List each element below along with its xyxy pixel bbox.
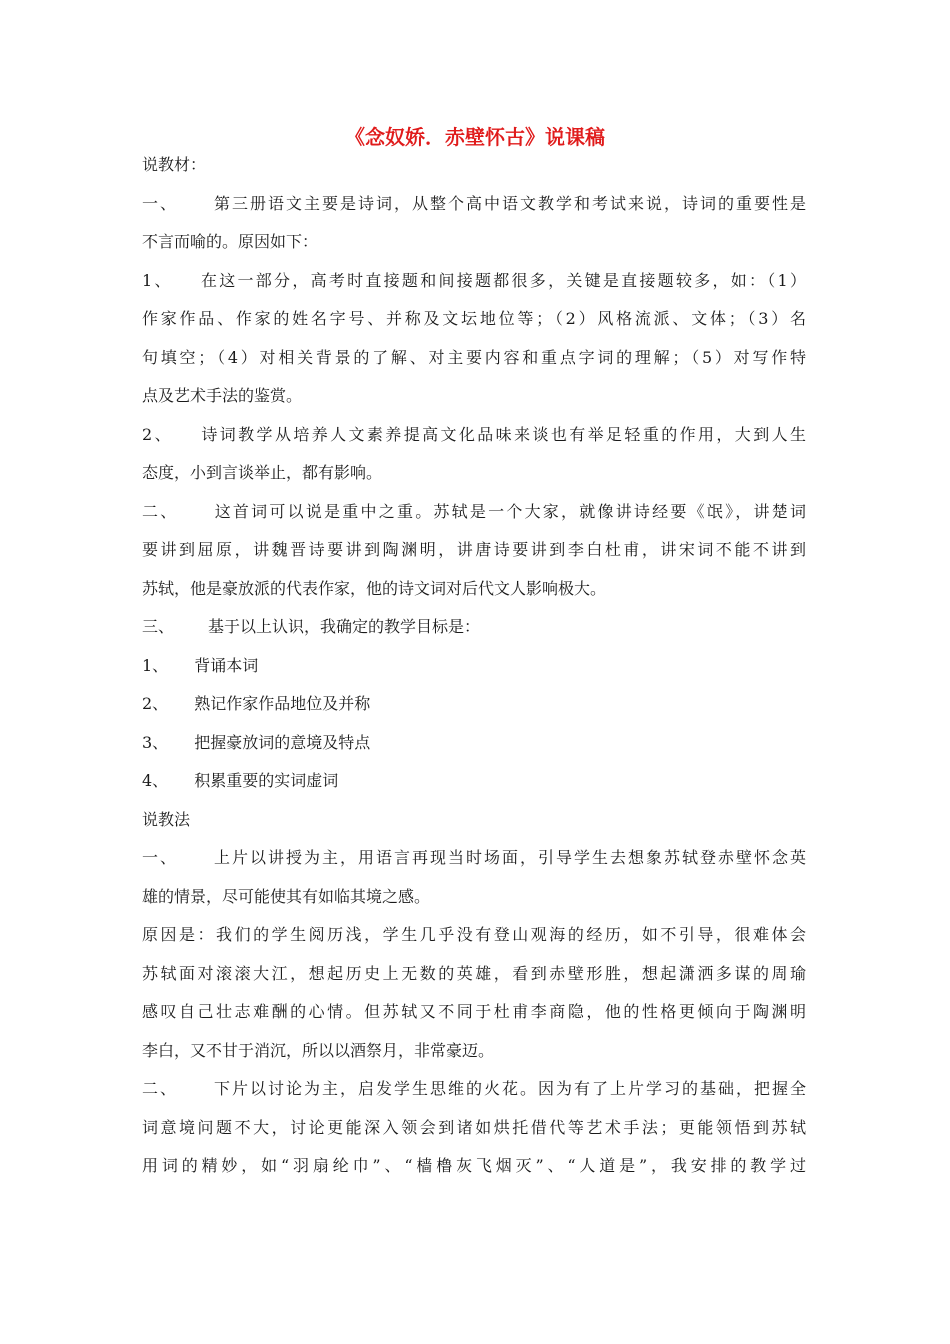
text-line (142, 685, 806, 724)
line-text: 第三册语文主要是诗词，从整个高中语文教学和考试来说，诗词的重要性是 (212, 193, 806, 213)
text-line (142, 1070, 806, 1109)
line-text: 作家作品、作家的姓名字号、并称及文坛地位等；（2）风格流派、文体；（3）名 (142, 309, 806, 328)
line-text: 态度，小到言谈举止，都有影响。 (142, 463, 383, 482)
text-line (142, 531, 806, 570)
line-text: 点及艺术手法的鉴赏。 (142, 386, 303, 405)
text-line (142, 223, 806, 262)
text-line (142, 1032, 806, 1071)
line-text: 苏轼面对滚滚大江，想起历史上无数的英雄，看到赤壁形胜，想起潇洒多谋的周瑜 (142, 963, 806, 983)
list-marker: 2、 (142, 694, 169, 713)
list-marker: 三、 (142, 617, 175, 636)
text-line (142, 339, 806, 378)
line-text: 李白，又不甘于消沉，所以以酒祭月，非常豪迈。 (142, 1040, 495, 1060)
line-text: 原因是：我们的学生阅历浅，学生几乎没有登山观海的经历，如不引导，很难体会 (142, 925, 806, 944)
text-line (142, 570, 806, 609)
line-text: 把握豪放词的意境及特点 (194, 732, 371, 752)
text-line (142, 454, 806, 493)
line-text: 雄的情景，尽可能使其有如临其境之感。 (142, 886, 431, 906)
text-line (142, 993, 806, 1032)
line-text: 苏轼，他是豪放派的代表作家，他的诗文词对后代文人影响极大。 (142, 578, 607, 598)
line-text: 用词的精妙，如“羽扇纶巾”、“樯橹灰飞烟灭”、“人道是”，我安排的教学过 (142, 1156, 806, 1175)
text-line (142, 724, 806, 763)
list-marker: 二、 (142, 1079, 178, 1098)
text-line (142, 185, 806, 224)
line-text: 背诵本词 (194, 655, 259, 675)
line-text: 在这一部分，高考时直接题和间接题都很多，关键是直接题较多，如：（1） (198, 270, 806, 290)
text-line (142, 916, 806, 955)
list-marker: 4、 (142, 771, 169, 790)
text-line (142, 377, 806, 416)
line-text: 感叹自己壮志难酬的心情。但苏轼又不同于杜甫李商隐，他的性格更倾向于陶渊明 (142, 1002, 806, 1021)
list-marker: 2、 (142, 424, 173, 444)
text-line (142, 955, 806, 994)
line-text: 要讲到屈原，讲魏晋诗要讲到陶渊明，讲唐诗要讲到李白杜甫，讲宋词不能不讲到 (142, 540, 806, 559)
document-body (142, 146, 806, 1186)
line-text: 说教材： (142, 155, 207, 174)
text-line (142, 1147, 806, 1186)
line-text: 句填空；（4）对相关背景的了解、对主要内容和重点字词的理解；（5）对写作特 (142, 347, 806, 367)
text-line (142, 1109, 806, 1148)
line-text: 说教法 (142, 809, 191, 829)
line-text: 上片以讲授为主，用语言再现当时场面，引导学生去想象苏轼登赤壁怀念英 (212, 848, 806, 867)
text-line (142, 262, 806, 301)
line-text: 下片以讨论为主，启发学生思维的火花。因为有了上片学习的基础，把握全 (212, 1079, 806, 1098)
text-line (142, 801, 806, 840)
list-marker: 1、 (142, 655, 169, 675)
line-text: 不言而喻的。原因如下： (142, 232, 319, 251)
list-marker: 3、 (142, 732, 169, 752)
text-line (142, 493, 806, 532)
page-title: 《念奴娇．赤壁怀古》说课稿 (345, 125, 605, 149)
text-line (142, 762, 806, 801)
list-marker: 一、 (142, 848, 178, 867)
text-line (142, 647, 806, 686)
text-line (142, 416, 806, 455)
line-text: 诗词教学从培养人文素养提高文化品味来谈也有举足轻重的作用，大到人生 (198, 424, 806, 444)
line-text: 这首词可以说是重中之重。苏轼是一个大家，就像讲诗经要《氓》，讲楚词 (212, 501, 806, 521)
text-line (142, 878, 806, 917)
list-marker: 一、 (142, 193, 178, 213)
list-marker: 1、 (142, 270, 173, 290)
line-text: 积累重要的实词虚词 (194, 771, 339, 790)
line-text: 熟记作家作品地位及并称 (194, 694, 371, 713)
text-line (142, 146, 806, 185)
line-text: 词意境问题不大，讨论更能深入领会到诸如烘托借代等艺术手法；更能领悟到苏轼 (142, 1117, 806, 1137)
text-line (142, 608, 806, 647)
list-marker: 二、 (142, 501, 179, 521)
text-line (142, 300, 806, 339)
line-text: 基于以上认识，我确定的教学目标是： (208, 617, 481, 636)
text-line (142, 839, 806, 878)
